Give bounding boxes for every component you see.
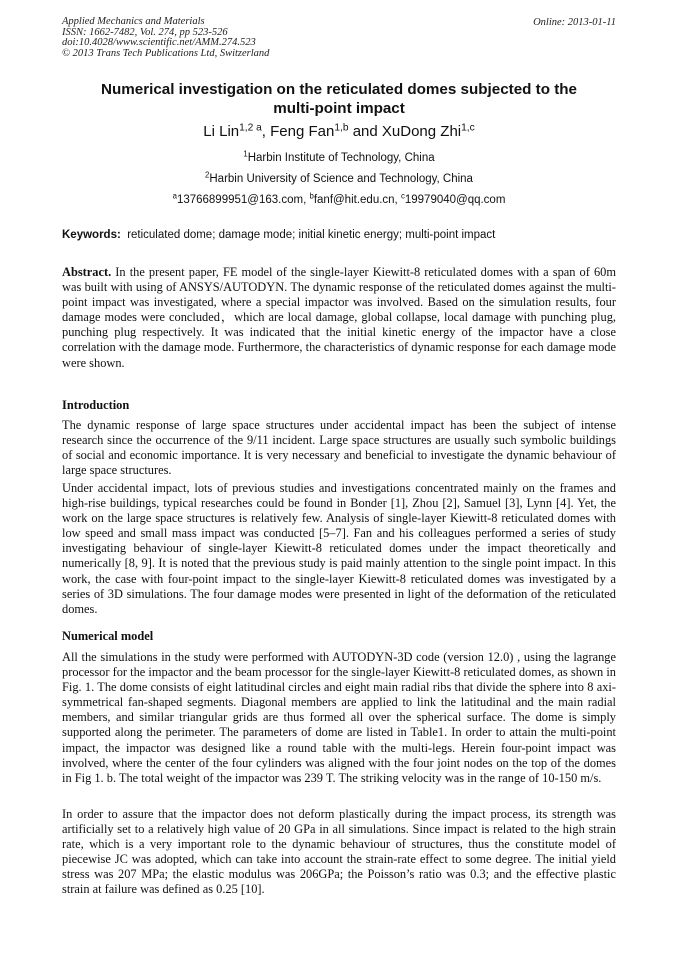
author-sup: 1,b bbox=[334, 122, 349, 134]
abstract-label: Abstract. bbox=[62, 265, 112, 279]
email-address: 19979040@qq.com bbox=[404, 194, 506, 206]
author-name: Feng Fan bbox=[270, 123, 335, 140]
affiliation-sup: 2 bbox=[205, 170, 210, 180]
doi-line: doi:10.4028/www.scientific.net/AMM.274.523 bbox=[62, 37, 256, 49]
affiliation-2 bbox=[62, 172, 616, 186]
author-separator: , bbox=[261, 123, 271, 140]
keywords-text: reticulated dome; damage mode; initial kinetic energy; multi-point impact bbox=[127, 229, 496, 241]
email-sup: a bbox=[172, 191, 177, 201]
introduction-paragraph: Under accidental impact, lots of previous studies and investigations concentrated mainly on the frames and high-rise buildings, typical researches could be found in Bonder [1], Zhou [2], Samuel [3], Lynn [4]. Yet, the work on the large space structures is relatively few. Analysis of single-layer Kiewitt-8 reticulated domes with low speed and small mass impact was conducted [5–7]. Fan and his colleagues performed a series of study investigating behaviour of single-layer Kiewitt-8 reticulated domes under the impact theoretically and numerically [8, 9]. It is noted that the previous study is paid mainly attention to the single point impact. In this work, the case with four-point impact to the single-layer Kiewitt-8 reticulated domes was investigated by a series of 3D simulations. The four damage modes were presented in light of the deformation of the reticulated domes. bbox=[62, 481, 616, 616]
introduction-heading: Introduction bbox=[62, 398, 130, 412]
affiliation-1 bbox=[62, 151, 616, 165]
numerical-model-paragraph: All the simulations in the study were performed with AUTODYN-3D code (version 12.0) , using the lagrange processor for the impactor and the beam processor for the single-layer Kiewitt-8 reticulated domes, as shown in Fig. 1. The dome consists of eight latitudinal circles and eight main radial ribs that divide the sphere into 8 axi-symmetrical fan-shaped segments. Diagonal members are applied to link the latitudinal and the main radial members, and similar triangular grids are thus formed all over the spherical surface. The dome is simply supported along the perimeter. The parameters of dome are listed in Table1. In order to attain the multi-point impact, the impactor was designed like a round table with the multi-legs. Herein four-point impact was involved, where the center of the four cylinders was aligned with the four joint nodes on the top of the domes in Fig 1. b. The total weight of the impactor was 239 T. The striking velocity was in the range of 10-150 m/s. bbox=[62, 650, 616, 785]
affiliation-sup: 1 bbox=[243, 149, 248, 159]
affiliation-text: Harbin Institute of Technology, China bbox=[247, 152, 435, 164]
journal-header bbox=[62, 17, 269, 59]
author-sup: 1,2 a bbox=[239, 122, 262, 134]
author-separator: and bbox=[348, 123, 382, 140]
email-line bbox=[62, 193, 616, 207]
online-date: Online: 2013-01-11 bbox=[533, 17, 616, 28]
title-line-2: multi-point impact bbox=[273, 100, 405, 117]
title-line-1: Numerical investigation on the reticulated domes subjected to the bbox=[101, 81, 577, 98]
email-address: 13766899951@163.com, bbox=[176, 194, 310, 206]
author-sup: 1,c bbox=[461, 122, 475, 134]
email-address: fanf@hit.edu.cn, bbox=[313, 194, 401, 206]
numerical-model-heading: Numerical model bbox=[62, 629, 154, 643]
numerical-model-paragraph: In order to assure that the impactor does not deform plastically during the impact process, its strength was artificially set to a relatively high value of 20 GPa in all simulations. Since impact is related to the high strain rate, which is a very important role to the dynamic behaviour of structures, thus the constitute model of piecewise JC was adopted, which can take into account the strain-rate effect to some degree. The initial yield stress was 207 MPa; the elastic modulus was 206GPa; the Poisson’s ratio was 0.3; and the effective plastic strain at failure was defined as 0.25 [10]. bbox=[62, 807, 616, 897]
keywords-label: Keywords: bbox=[62, 229, 121, 241]
author-name: Li Lin bbox=[203, 123, 240, 140]
copyright-line: © 2013 Trans Tech Publications Ltd, Switzerland bbox=[62, 47, 270, 59]
abstract-text: In the present paper, FE model of the single-layer Kiewitt-8 reticulated domes with a span of 60m was built with using of ANSYS/AUTODYN. The dynamic response of the reticulated domes against the multi-point impact was investigated, where a special impactor was involved. Based on the simulation results, four damage modes were concluded，which are local damage, global collapse, local damage with punching plug, punching plug respectively. It was indicated that the initial kinetic energy of the impactor have a close correlation with the damage mode. Furthermore, the characteristics of dynamic response for each damage mode were shown. bbox=[62, 265, 616, 370]
author-name: XuDong Zhi bbox=[381, 123, 462, 140]
journal-name: Applied Mechanics and Materials bbox=[62, 16, 205, 27]
author-list bbox=[62, 123, 616, 141]
issn-line: ISSN: 1662-7482, Vol. 274, pp 523-526 bbox=[62, 26, 228, 38]
email-sup: b bbox=[309, 191, 314, 201]
email-sup: c bbox=[400, 191, 405, 201]
paper-title bbox=[62, 80, 616, 118]
keywords bbox=[62, 228, 616, 242]
affiliation-text: Harbin University of Science and Technology, China bbox=[209, 173, 473, 185]
abstract bbox=[62, 265, 616, 371]
introduction-paragraph: The dynamic response of large space structures under accidental impact has been the subject of intense research since the occurrence of the 9/11 incident. Large space structures are usually such symbolic buildings of social and economic importance. It is very necessary and beneficial to investigate the dynamic behaviour of large space structures. bbox=[62, 418, 616, 478]
